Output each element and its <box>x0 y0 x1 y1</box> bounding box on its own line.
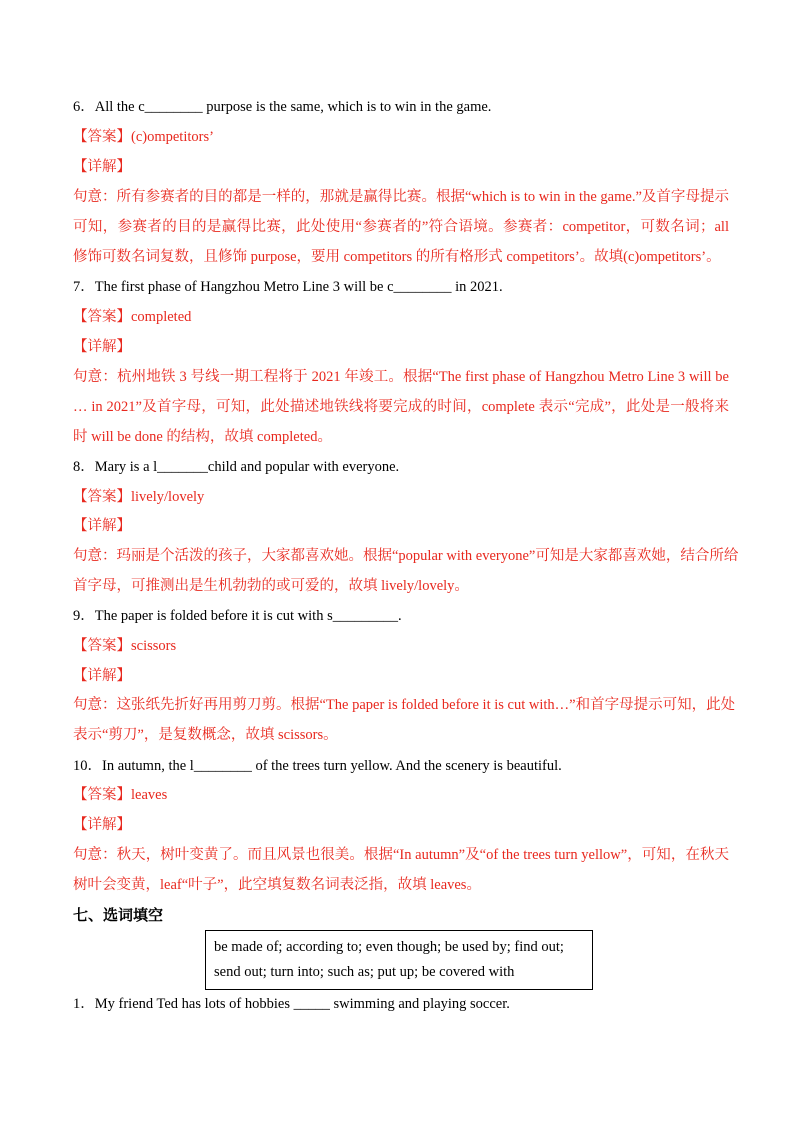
answer-8: 【答案】lively/lovely <box>73 489 205 505</box>
answer-10: 【答案】leaves <box>73 787 168 803</box>
explanation-line: 句意：玛丽是个活泼的孩子，大家都喜欢她。根据“popular with everyone”可知是大家都喜欢她，结合所给 <box>73 548 739 564</box>
question-6: 6．All the c________ purpose is the same, which is to win in the game. <box>73 99 492 115</box>
answer-6: 【答案】(c)ompetitors’ <box>73 129 214 145</box>
explanation-line: 修饰可数名词复数，且修饰 purpose，要用 competitors 的所有格形式 competitors’。故填(c)ompetitors’。 <box>73 249 721 265</box>
question-1: 1．My friend Ted has lots of hobbies _____ swimming and playing soccer. <box>73 996 510 1012</box>
word-bank-line: be made of; according to; even though; be used by; find out; <box>214 939 564 955</box>
explanation-line: 表示“剪刀”，是复数概念，故填 scissors。 <box>73 727 338 743</box>
question-9: 9．The paper is folded before it is cut with s_________. <box>73 608 402 624</box>
explanation-10 <box>73 840 729 900</box>
question-10: 10．In autumn, the l________ of the trees turn yellow. And the scenery is beautiful. <box>73 758 562 774</box>
explanation-line: 首字母，可推测出是生机勃勃的或可爱的，故填 lively/lovely。 <box>73 578 469 594</box>
explanation-line: 句意：所有参赛者的目的都是一样的，那就是赢得比赛。根据“which is to win in the game.”及首字母提示 <box>73 189 729 205</box>
detail-label-7: 【详解】 <box>73 339 131 355</box>
explanation-line: 时 will be done 的结构，故填 completed。 <box>73 429 332 445</box>
explanation-line: 可知，参赛者的目的是赢得比赛，此处使用“参赛者的”符合语境。参赛者：competitor，可数名词；all <box>73 219 729 235</box>
explanation-8 <box>73 541 739 601</box>
explanation-line: 树叶会变黄，leaf“叶子”，此空填复数名词表泛指，故填 leaves。 <box>73 877 481 893</box>
answer-7: 【答案】completed <box>73 309 192 325</box>
explanation-line: 句意：杭州地铁 3 号线一期工程将于 2021 年竣工。根据“The first phase of Hangzhou Metro Line 3 will be <box>73 369 729 385</box>
detail-label-10: 【详解】 <box>73 817 131 833</box>
explanation-9 <box>73 690 736 750</box>
detail-label-6: 【详解】 <box>73 159 131 175</box>
word-bank-line: send out; turn into; such as; put up; be covered with <box>214 964 515 980</box>
explanation-line: … in 2021”及首字母，可知，此处描述地铁线将要完成的时间，complete 表示“完成”，此处是一般将来 <box>73 399 729 415</box>
section-heading: 七、选词填空 <box>73 906 164 924</box>
detail-label-8: 【详解】 <box>73 518 131 534</box>
explanation-line: 句意：秋天，树叶变黄了。而且风景也很美。根据“In autumn”及“of the trees turn yellow”，可知，在秋天 <box>73 847 729 863</box>
word-bank-box <box>205 930 593 990</box>
explanation-line: 句意：这张纸先折好再用剪刀剪。根据“The paper is folded before it is cut with…”和首字母提示可知，此处 <box>73 697 736 713</box>
question-8: 8．Mary is a l_______child and popular with everyone. <box>73 459 400 475</box>
explanation-7 <box>73 362 729 452</box>
question-7: 7．The first phase of Hangzhou Metro Line 3 will be c________ in 2021. <box>73 279 503 295</box>
answer-9: 【答案】scissors <box>73 638 177 654</box>
explanation-6 <box>73 182 729 272</box>
detail-label-9: 【详解】 <box>73 668 131 684</box>
